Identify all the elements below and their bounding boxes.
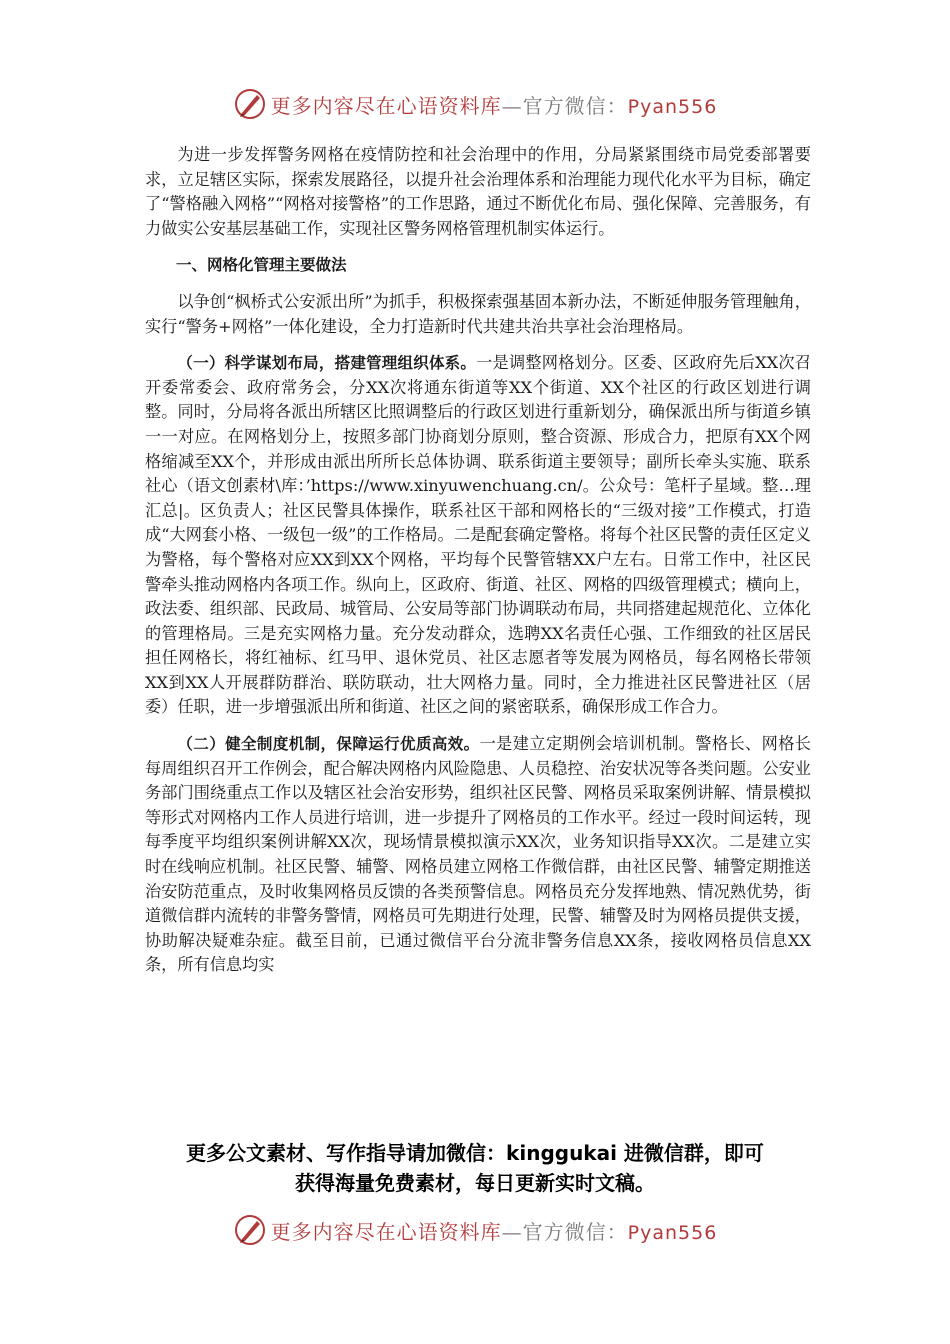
paragraph-1: 以争创“枫桥式公安派出所”为抓手，积极探索强基固本新办法，不断延伸服务管理触角，实行“警务+网格”一体化建设，全力打造新时代共建共治共享社会治理格局。: [145, 291, 811, 336]
promo-line-2: 获得海量免费素材，每日更新实时文稿。: [295, 1171, 655, 1195]
watermark-text: 更多内容尽在心语资料库—官方微信：Pyan556: [270, 93, 718, 118]
pen-logo-icon: [233, 1213, 267, 1247]
document-body: [145, 143, 811, 978]
pen-logo-icon: [233, 87, 267, 121]
promo-notice: [0, 1138, 950, 1198]
subsection-2-body: 一是建立定期例会培训机制。警格长、网格长每周组织召开工作例会，配合解决网格内风险隐患、人员稳控、治安状况等各类问题。公安业务部门围绕重点工作以及辖区社会治安形势，组织社区民警、网格员采取案例讲解、情景模拟等形式对网格内工作人员进行培训，进一步提升了网格员的工作水平。经过一段时间运转，现每季度平均组织案例讲解XX次，现场情景模拟演示XX次，业务知识指导XX次。二是建立实时在线响应机制。社区民警、辅警、网格员建立网格工作微信群，由社区民警、辅警定期推送治安防范重点，及时收集网格员反馈的各类预警信息。网格员充分发挥地熟、情况熟优势，街道微信群内流转的非警务警情，网格员可先期进行处理，民警、辅警及时为网格员提供支援，协助解决疑难杂症。截至目前，已通过微信平台分流非警务信息XX条，接收网格员信息XX条，所有信息均实: [145, 734, 811, 975]
subsection-1: [145, 351, 811, 720]
watermark-text: 更多内容尽在心语资料库—官方微信：Pyan556: [270, 1219, 718, 1244]
header-watermark-banner: [0, 84, 950, 124]
subsection-1-body: 一是调整网格划分。区委、区政府先后XX次召开委常委会、政府常务会，分XX次将通东街道等XX个街道、XX个社区的行政区划进行调整。同时，分局将各派出所辖区比照调整后的行政区划进行重新划分，确保派出所与街道乡镇一一对应。在网格划分上，按照多部门协商划分原则，整合资源、形成合力，把原有XX个网格缩减至XX个，并形成由派出所所长总体协调、联系街道主要领导；副所长牵头实施、联系社心（语文创素材\库：’https://www.xinyuwenchuang.cn/。公众号：笔杆子星域。整…理汇总|。区负责人；社区民警具体操作，联系社区干部和网格长的“三级对接”工作模式，打造成“大网套小格、一级包一级”的工作格局。二是配套确定警格。将每个社区民警的责任区定义为警格，每个警格对应XX到XX个网格，平均每个民警管辖XX户左右。日常工作中，社区民警牵头推动网格内各项工作。纵向上，区政府、街道、社区、网格的四级管理模式；横向上，政法委、组织部、民政局、城管局、公安局等部门协调联动布局，共同搭建起规范化、立体化的管理格局。三是充实网格力量。充分发动群众，选聘XX名责任心强、工作细致的社区居民担任网格长，将红袖标、红马甲、退休党员、社区志愿者等发展为网格员，每名网格长带领XX到XX人开展群防群治、联防联动，壮大网格力量。同时，全力推进社区民警进社区（居委）任职，进一步增强派出所和街道、社区之间的紧密联系，确保形成工作合力。: [145, 353, 811, 717]
section-heading-1: 一、网格化管理主要做法: [176, 256, 347, 275]
subsection-2: [145, 732, 811, 978]
footer-watermark-banner: [0, 1210, 950, 1250]
subsection-2-lead: （二）健全制度机制，保障运行优质高效。: [177, 735, 480, 754]
intro-paragraph: 为进一步发挥警务网格在疫情防控和社会治理中的作用，分局紧紧围绕市局党委部署要求，立足辖区实际，探索发展路径，以提升社会治理体系和治理能力现代化水平为目标，确定了“警格融入网格”“网格对接警格”的工作思路，通过不断优化布局、强化保障、完善服务，有力做实公安基层基础工作，实现社区警务网格管理机制实体运行。: [145, 145, 811, 238]
subsection-1-lead: （一）科学谋划布局，搭建管理组织体系。: [177, 354, 477, 373]
promo-line-1: 更多公文素材、写作指导请加微信：kinggukai 进微信群，即可: [186, 1141, 764, 1165]
